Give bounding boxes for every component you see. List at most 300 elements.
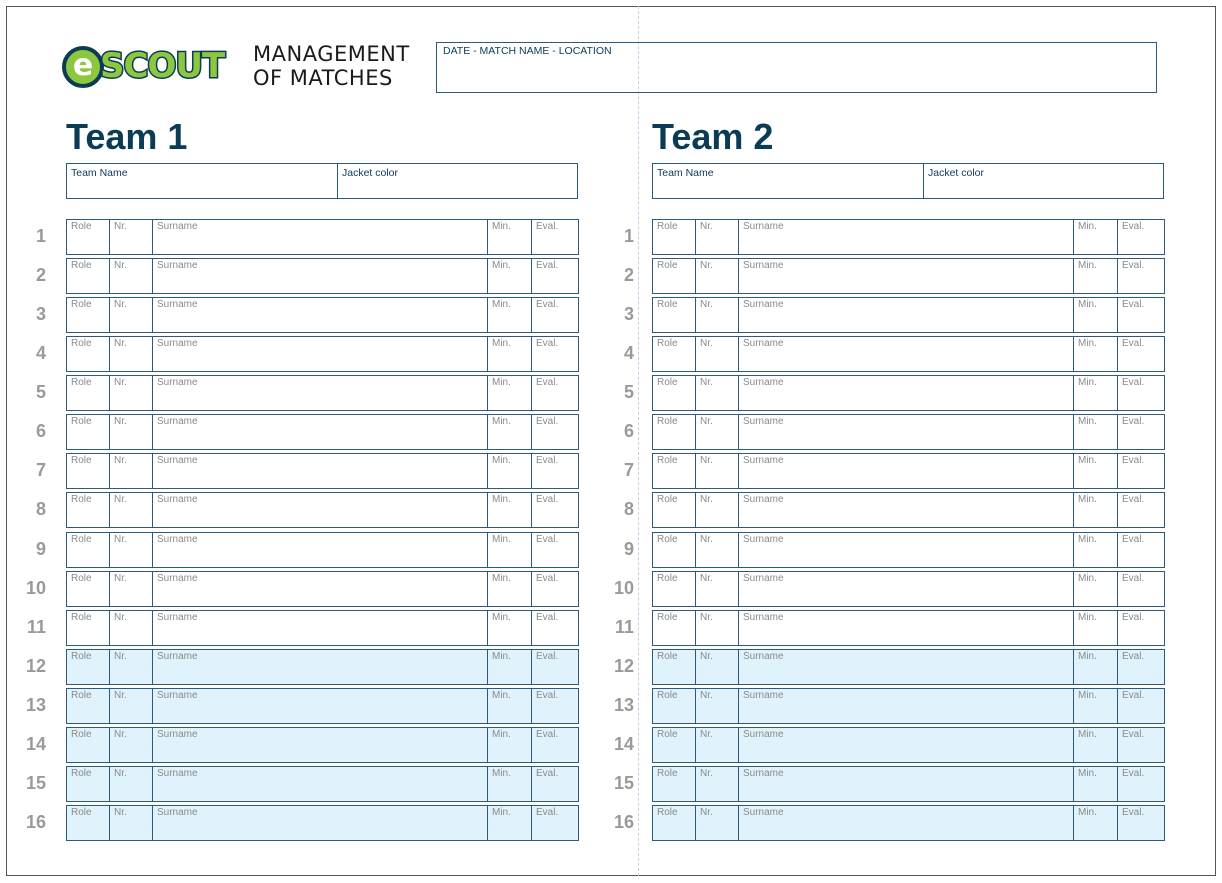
min-label: Min.	[492, 533, 511, 545]
row-number: 3	[623, 304, 634, 325]
eval-field[interactable]	[1117, 259, 1164, 293]
nr-label: Nr.	[114, 650, 127, 662]
row-number: 9	[35, 538, 46, 559]
min-label: Min.	[492, 221, 511, 232]
min-label: Min.	[1078, 299, 1097, 311]
nr-field[interactable]	[695, 415, 738, 449]
team-1-info-box	[66, 163, 578, 199]
role-label: Role	[71, 807, 92, 819]
surname-label: Surname	[743, 807, 784, 819]
player-fields	[652, 375, 1165, 411]
nr-label: Nr.	[114, 807, 127, 819]
role-field[interactable]	[653, 806, 695, 840]
nr-label: Nr.	[114, 767, 127, 779]
surname-label: Surname	[157, 221, 198, 232]
escout-logo	[60, 44, 230, 90]
date-match-location-label: DATE - MATCH NAME - LOCATION	[443, 45, 612, 57]
eval-field[interactable]	[1117, 728, 1164, 762]
surname-field[interactable]	[738, 767, 1073, 801]
player-row	[0, 766, 1145, 802]
player-fields	[652, 727, 1165, 763]
nr-label: Nr.	[700, 221, 713, 232]
nr-field[interactable]	[695, 650, 738, 684]
min-field[interactable]	[1073, 767, 1117, 801]
eval-field[interactable]	[531, 533, 578, 567]
player-row	[0, 727, 1145, 763]
eval-label: Eval.	[536, 416, 559, 428]
row-number: 12	[613, 655, 634, 676]
eval-label: Eval.	[1122, 611, 1145, 623]
nr-label: Nr.	[700, 494, 713, 506]
surname-label: Surname	[743, 455, 784, 467]
role-label: Role	[71, 533, 92, 545]
eval-field[interactable]	[531, 493, 578, 527]
nr-label: Nr.	[700, 689, 713, 701]
player-row	[0, 453, 1145, 489]
min-label: Min.	[1078, 807, 1097, 819]
eval-field[interactable]	[1117, 454, 1164, 488]
team-name-field[interactable]	[653, 164, 923, 198]
logo-wordmark: SCOUT	[100, 46, 225, 86]
team-name-field[interactable]	[67, 164, 337, 198]
surname-field[interactable]	[738, 415, 1073, 449]
nr-field[interactable]	[695, 337, 738, 371]
surname-field[interactable]	[738, 533, 1073, 567]
surname-label: Surname	[157, 611, 198, 623]
page-title	[253, 42, 410, 90]
role-field[interactable]	[653, 650, 695, 684]
min-field[interactable]	[1073, 337, 1117, 371]
eval-label: Eval.	[536, 728, 559, 740]
eval-field[interactable]	[1117, 493, 1164, 527]
eval-label: Eval.	[536, 260, 559, 272]
eval-field[interactable]	[531, 220, 578, 254]
row-number: 4	[35, 343, 46, 364]
row-number: 11	[26, 616, 46, 637]
player-row	[0, 219, 1145, 255]
player-row	[0, 649, 1145, 685]
eval-field[interactable]	[1117, 337, 1164, 371]
min-label: Min.	[1078, 221, 1097, 232]
jacket-color-label: Jacket color	[928, 167, 985, 179]
eval-field[interactable]	[531, 806, 578, 840]
surname-label: Surname	[743, 611, 784, 623]
surname-label: Surname	[157, 299, 198, 311]
surname-field[interactable]	[738, 220, 1073, 254]
surname-label: Surname	[157, 494, 198, 506]
min-label: Min.	[492, 650, 511, 662]
surname-label: Surname	[157, 572, 198, 584]
role-label: Role	[657, 494, 678, 506]
role-field[interactable]	[653, 376, 695, 410]
role-label: Role	[71, 689, 92, 701]
role-label: Role	[657, 416, 678, 428]
eval-field[interactable]	[1117, 376, 1164, 410]
min-label: Min.	[492, 728, 511, 740]
nr-field[interactable]	[695, 259, 738, 293]
surname-label: Surname	[743, 260, 784, 272]
player-fields	[652, 258, 1165, 294]
eval-label: Eval.	[536, 689, 559, 701]
row-number: 7	[35, 460, 46, 481]
player-fields	[652, 297, 1165, 333]
team-2-info-box	[652, 163, 1164, 199]
nr-label: Nr.	[114, 728, 127, 740]
surname-field[interactable]	[738, 689, 1073, 723]
role-label: Role	[71, 221, 92, 232]
eval-label: Eval.	[1122, 299, 1145, 311]
role-field[interactable]	[653, 220, 695, 254]
eval-field[interactable]	[531, 376, 578, 410]
eval-field[interactable]	[1117, 415, 1164, 449]
player-fields	[652, 532, 1165, 568]
min-label: Min.	[492, 611, 511, 623]
row-number: 1	[35, 226, 46, 246]
eval-field[interactable]	[531, 572, 578, 606]
min-label: Min.	[492, 299, 511, 311]
role-label: Role	[71, 260, 92, 272]
player-fields	[652, 492, 1165, 528]
nr-label: Nr.	[700, 260, 713, 272]
surname-label: Surname	[157, 767, 198, 779]
eval-label: Eval.	[1122, 416, 1145, 428]
eval-field[interactable]	[531, 415, 578, 449]
eval-field[interactable]	[1117, 767, 1164, 801]
row-number: 8	[35, 499, 46, 520]
jacket-color-field[interactable]	[923, 164, 1163, 198]
player-row	[0, 532, 1145, 568]
eval-field[interactable]	[531, 689, 578, 723]
row-number: 2	[623, 265, 634, 286]
role-field[interactable]	[653, 337, 695, 371]
eval-field[interactable]	[1117, 611, 1164, 645]
min-field[interactable]	[1073, 728, 1117, 762]
row-number: 11	[614, 616, 634, 637]
role-label: Role	[657, 377, 678, 389]
eval-field[interactable]	[1117, 220, 1164, 254]
min-label: Min.	[1078, 416, 1097, 428]
player-row	[0, 375, 1145, 411]
min-field[interactable]	[1073, 376, 1117, 410]
role-field[interactable]	[653, 298, 695, 332]
eval-label: Eval.	[536, 572, 559, 584]
eval-field[interactable]	[1117, 298, 1164, 332]
eval-label: Eval.	[1122, 338, 1145, 350]
eval-field[interactable]	[531, 728, 578, 762]
surname-label: Surname	[157, 689, 198, 701]
eval-field[interactable]	[531, 650, 578, 684]
eval-label: Eval.	[536, 533, 559, 545]
role-field[interactable]	[653, 689, 695, 723]
surname-label: Surname	[743, 338, 784, 350]
eval-field[interactable]	[1117, 806, 1164, 840]
player-row	[0, 414, 1145, 450]
role-field[interactable]	[653, 493, 695, 527]
role-field[interactable]	[653, 572, 695, 606]
nr-label: Nr.	[114, 611, 127, 623]
surname-label: Surname	[743, 416, 784, 428]
row-number: 15	[25, 772, 46, 793]
player-row	[0, 571, 1145, 607]
team-2-title: Team 2	[652, 116, 774, 157]
eval-label: Eval.	[1122, 494, 1145, 506]
player-fields	[652, 453, 1165, 489]
nr-field[interactable]	[695, 220, 738, 254]
player-row	[0, 258, 1145, 294]
nr-label: Nr.	[700, 377, 713, 389]
min-label: Min.	[1078, 533, 1097, 545]
surname-label: Surname	[157, 338, 198, 350]
eval-field[interactable]	[1117, 572, 1164, 606]
nr-label: Nr.	[114, 377, 127, 389]
nr-label: Nr.	[114, 221, 127, 232]
eval-field[interactable]	[1117, 533, 1164, 567]
role-label: Role	[657, 572, 678, 584]
surname-field[interactable]	[738, 493, 1073, 527]
row-number: 15	[613, 772, 634, 793]
nr-field[interactable]	[695, 376, 738, 410]
player-fields	[652, 571, 1165, 607]
row-number: 6	[35, 421, 46, 442]
eval-label: Eval.	[536, 494, 559, 506]
player-row	[0, 610, 1145, 646]
eval-label: Eval.	[1122, 377, 1145, 389]
eval-label: Eval.	[1122, 767, 1145, 779]
nr-label: Nr.	[700, 416, 713, 428]
eval-field[interactable]	[531, 611, 578, 645]
role-label: Role	[657, 260, 678, 272]
role-field[interactable]	[653, 611, 695, 645]
min-field[interactable]	[1073, 572, 1117, 606]
role-label: Role	[657, 221, 678, 232]
player-fields	[652, 336, 1165, 372]
eval-field[interactable]	[531, 259, 578, 293]
nr-label: Nr.	[700, 455, 713, 467]
surname-label: Surname	[743, 767, 784, 779]
surname-field[interactable]	[738, 650, 1073, 684]
role-label: Role	[71, 611, 92, 623]
date-match-location-field[interactable]	[436, 42, 1157, 93]
nr-label: Nr.	[114, 338, 127, 350]
min-label: Min.	[1078, 728, 1097, 740]
eval-field[interactable]	[1117, 650, 1164, 684]
eval-field[interactable]	[531, 454, 578, 488]
role-label: Role	[71, 767, 92, 779]
player-fields	[652, 688, 1165, 724]
row-number: 7	[623, 460, 634, 481]
eval-label: Eval.	[536, 455, 559, 467]
nr-label: Nr.	[700, 611, 713, 623]
role-field[interactable]	[653, 415, 695, 449]
nr-field[interactable]	[695, 298, 738, 332]
player-fields	[652, 805, 1165, 841]
min-label: Min.	[1078, 260, 1097, 272]
player-row	[0, 688, 1145, 724]
role-label: Role	[71, 650, 92, 662]
eval-label: Eval.	[1122, 260, 1145, 272]
role-label: Role	[657, 455, 678, 467]
nr-label: Nr.	[700, 650, 713, 662]
role-field[interactable]	[653, 728, 695, 762]
role-label: Role	[71, 455, 92, 467]
nr-label: Nr.	[114, 689, 127, 701]
row-number: 5	[35, 382, 46, 403]
player-row	[0, 805, 1145, 841]
nr-field[interactable]	[695, 689, 738, 723]
eval-label: Eval.	[1122, 650, 1145, 662]
eval-label: Eval.	[536, 650, 559, 662]
role-field[interactable]	[653, 454, 695, 488]
player-fields	[652, 649, 1165, 685]
eval-label: Eval.	[536, 767, 559, 779]
eval-field[interactable]	[531, 298, 578, 332]
surname-field[interactable]	[738, 298, 1073, 332]
role-label: Role	[657, 299, 678, 311]
eval-label: Eval.	[1122, 455, 1145, 467]
surname-label: Surname	[743, 728, 784, 740]
nr-label: Nr.	[114, 455, 127, 467]
min-field[interactable]	[1073, 259, 1117, 293]
surname-field[interactable]	[738, 572, 1073, 606]
role-field[interactable]	[653, 767, 695, 801]
nr-field[interactable]	[695, 454, 738, 488]
surname-field[interactable]	[738, 376, 1073, 410]
surname-label: Surname	[157, 416, 198, 428]
nr-label: Nr.	[700, 728, 713, 740]
surname-field[interactable]	[738, 259, 1073, 293]
surname-label: Surname	[157, 260, 198, 272]
row-number: 10	[25, 577, 46, 598]
role-field[interactable]	[653, 533, 695, 567]
surname-field[interactable]	[738, 728, 1073, 762]
eval-label: Eval.	[1122, 572, 1145, 584]
surname-label: Surname	[157, 650, 198, 662]
min-label: Min.	[492, 338, 511, 350]
nr-field[interactable]	[695, 806, 738, 840]
row-number: 4	[623, 343, 634, 364]
min-field[interactable]	[1073, 806, 1117, 840]
role-label: Role	[71, 572, 92, 584]
min-field[interactable]	[1073, 493, 1117, 527]
role-label: Role	[657, 728, 678, 740]
nr-field[interactable]	[695, 572, 738, 606]
eval-label: Eval.	[1122, 728, 1145, 740]
surname-label: Surname	[743, 689, 784, 701]
min-field[interactable]	[1073, 220, 1117, 254]
eval-label: Eval.	[1122, 689, 1145, 701]
min-label: Min.	[492, 494, 511, 506]
role-label: Role	[657, 338, 678, 350]
jacket-color-label: Jacket color	[342, 167, 399, 179]
page-title-line1: MANAGEMENT	[253, 42, 410, 66]
player-row	[0, 336, 1145, 372]
surname-field[interactable]	[738, 337, 1073, 371]
page-title-line2: OF MATCHES	[253, 66, 393, 90]
row-number: 14	[613, 733, 634, 754]
row-number: 13	[613, 694, 634, 715]
min-field[interactable]	[1073, 650, 1117, 684]
surname-label: Surname	[743, 299, 784, 311]
min-label: Min.	[1078, 455, 1097, 467]
min-label: Min.	[1078, 494, 1097, 506]
surname-field[interactable]	[738, 454, 1073, 488]
nr-label: Nr.	[700, 533, 713, 545]
nr-label: Nr.	[700, 338, 713, 350]
role-label: Role	[71, 338, 92, 350]
min-label: Min.	[492, 455, 511, 467]
role-label: Role	[71, 377, 92, 389]
player-fields	[652, 610, 1165, 646]
row-number: 1	[623, 226, 634, 246]
nr-label: Nr.	[114, 260, 127, 272]
player-fields	[652, 414, 1165, 450]
min-field[interactable]	[1073, 689, 1117, 723]
role-label: Role	[71, 728, 92, 740]
min-field[interactable]	[1073, 415, 1117, 449]
nr-label: Nr.	[114, 299, 127, 311]
nr-label: Nr.	[114, 533, 127, 545]
row-number: 2	[35, 265, 46, 286]
role-field[interactable]	[653, 259, 695, 293]
surname-label: Surname	[743, 572, 784, 584]
min-field[interactable]	[1073, 611, 1117, 645]
min-field[interactable]	[1073, 533, 1117, 567]
min-label: Min.	[1078, 338, 1097, 350]
eval-label: Eval.	[536, 807, 559, 819]
nr-field[interactable]	[695, 728, 738, 762]
min-label: Min.	[492, 572, 511, 584]
min-label: Min.	[1078, 767, 1097, 779]
min-label: Min.	[492, 807, 511, 819]
jacket-color-field[interactable]	[337, 164, 577, 198]
row-number: 10	[613, 577, 634, 598]
min-label: Min.	[1078, 689, 1097, 701]
nr-field[interactable]	[695, 493, 738, 527]
role-label: Role	[657, 650, 678, 662]
min-field[interactable]	[1073, 454, 1117, 488]
surname-label: Surname	[743, 650, 784, 662]
row-number: 16	[25, 812, 46, 833]
team-name-label: Team Name	[71, 167, 128, 179]
row-number: 13	[25, 694, 46, 715]
team-1-title: Team 1	[66, 116, 188, 157]
eval-field[interactable]	[1117, 689, 1164, 723]
min-label: Min.	[1078, 650, 1097, 662]
row-number: 3	[35, 304, 46, 325]
eval-label: Eval.	[536, 611, 559, 623]
role-label: Role	[71, 299, 92, 311]
min-label: Min.	[492, 377, 511, 389]
eval-label: Eval.	[536, 338, 559, 350]
nr-label: Nr.	[700, 572, 713, 584]
surname-field[interactable]	[738, 611, 1073, 645]
role-label: Role	[71, 494, 92, 506]
min-label: Min.	[1078, 377, 1097, 389]
row-number: 5	[623, 382, 634, 403]
min-label: Min.	[1078, 572, 1097, 584]
eval-field[interactable]	[531, 337, 578, 371]
min-field[interactable]	[1073, 298, 1117, 332]
row-number: 9	[623, 538, 634, 559]
surname-label: Surname	[157, 807, 198, 819]
eval-field[interactable]	[531, 767, 578, 801]
surname-field[interactable]	[738, 806, 1073, 840]
surname-label: Surname	[743, 377, 784, 389]
nr-field[interactable]	[695, 767, 738, 801]
player-fields	[652, 219, 1165, 255]
nr-field[interactable]	[695, 533, 738, 567]
nr-field[interactable]	[695, 611, 738, 645]
